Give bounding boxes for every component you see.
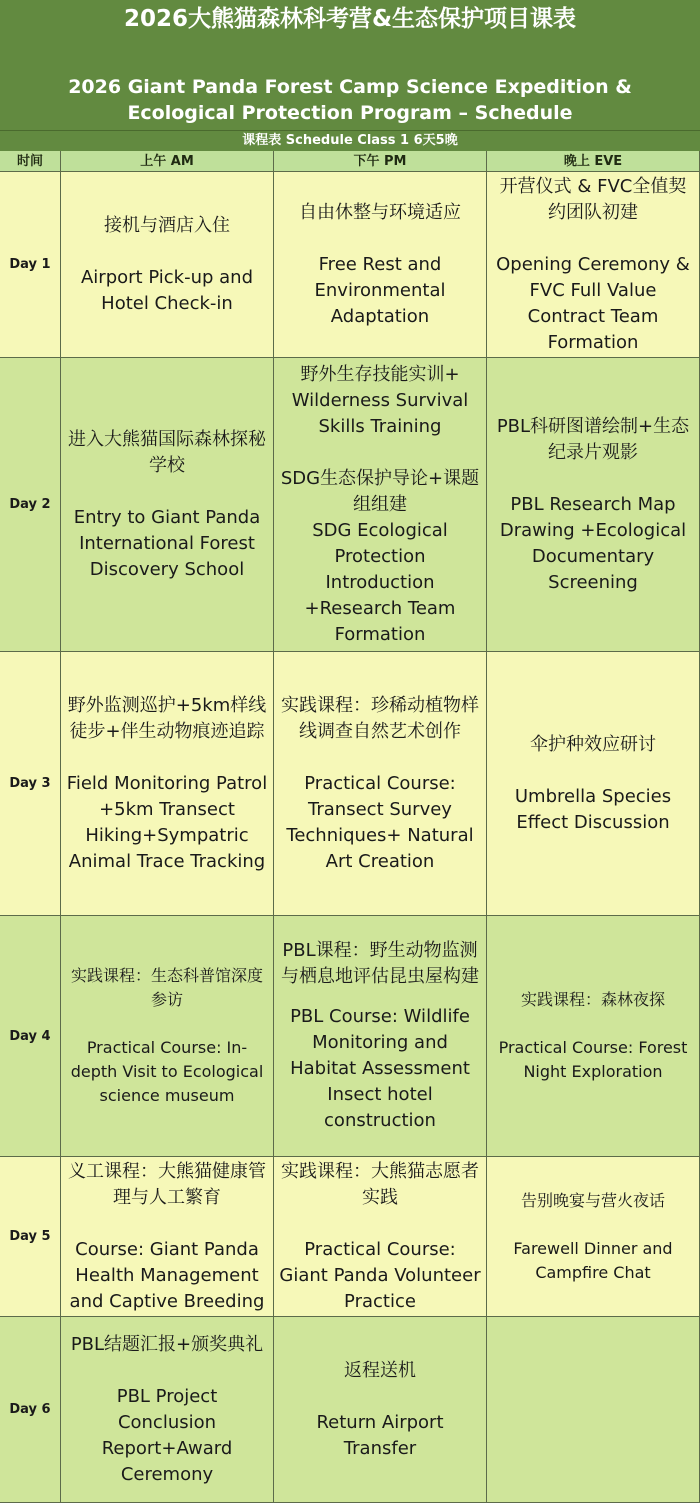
day-2-pm-cell [274,358,487,652]
day-1-eve-cn: 开营仪式 & FVC全值契约团队初建 [499,175,687,223]
day-2-label: Day 2 [0,358,61,652]
day-5-pm-en: Practical Course: Giant Panda Volunteer Practice [279,1238,481,1312]
day-5-eve-cell [487,1157,700,1317]
day-1-am-en: Airport Pick-up and Hotel Check-in [80,266,254,314]
day-3-eve-cn: 伞护种效应研讨 [530,733,656,755]
day-1-label: Day 1 [0,172,61,358]
day-1-pm-en: Free Rest and Environmental Adaptation [314,253,446,327]
day-3-am-cn: 野外监测巡护+5km样线徒步+伴生动物痕迹追踪 [67,694,267,742]
day-6-am-cell [61,1317,274,1503]
day-5-am-en: Course: Giant Panda Health Management and Captive Breeding [69,1238,265,1312]
day-4-pm-en: PBL Course: Wildlife Monitoring and Habitat Assessment Insect hotel construction [290,1006,470,1131]
day-5-label: Day 5 [0,1157,61,1317]
day-4-label: Day 4 [0,916,61,1157]
day-4-eve-en: Practical Course: Forest Night Exploration [498,1038,688,1081]
title-band [0,0,700,131]
day-4-eve-cn: 实践课程：森林夜探 [520,990,665,1009]
day-1-eve-cell [487,172,700,358]
day-6-eve-cell [487,1317,700,1503]
day-4-pm-cn: PBL课程：野生动物监测与栖息地评估昆虫屋构建 [281,940,479,987]
day-5-am-cn: 义工课程：大熊猫健康管理与人工繁育 [68,1160,266,1208]
day-3-eve-en: Umbrella Species Effect Discussion [514,785,672,833]
day-3-am-cell [61,652,274,916]
day-4-pm-cell [274,916,487,1157]
page-title-cn: 2026大熊猫森林科考营&生态保护项目课表 [123,6,577,32]
day-2-am-cell [61,358,274,652]
day-5-am-cell [61,1157,274,1317]
page-title-en: 2026 Giant Panda Forest Camp Science Expedition & Ecological Protection Program – Schedule [68,76,632,124]
day-4-eve-cell [487,916,700,1157]
day-2-pm-en: Wilderness Survival Skills Training [291,389,469,437]
day-2-pm-cn: 野外生存技能实训+ [300,363,460,385]
day-3-pm-en: Practical Course: Transect Survey Techniques+ Natural Art Creation [286,772,474,872]
day-5-pm-cell [274,1157,487,1317]
day-1-eve-en: Opening Ceremony & FVC Full Value Contract Team Formation [496,253,690,353]
day-6-am-en: PBL Project Conclusion Report+Award Ceremony [101,1385,233,1485]
day-2-am-en: Entry to Giant Panda International Forest Discovery School [73,506,261,580]
day-2-eve-en: PBL Research Map Drawing +Ecological Documentary Screening [499,493,687,593]
day-6-pm-cell [274,1317,487,1503]
day-2-eve-cell [487,358,700,652]
schedule-subtitle: 课程表 Schedule Class 1 6天5晚 [0,131,700,152]
day-3-label: Day 3 [0,652,61,916]
day-2-pm-en-2: SDG Ecological Protection Introduction +Research Team Formation [304,519,456,645]
day-6-pm-cn: 返程送机 [344,1359,416,1381]
column-header-am: 上午 AM [61,151,274,172]
day-3-am-en: Field Monitoring Patrol +5km Transect Hiking+Sympatric Animal Trace Tracking [66,772,268,872]
day-6-am-cn: PBL结题汇报+颁奖典礼 [70,1333,264,1355]
day-4-am-cell [61,916,274,1157]
day-1-pm-cn: 自由休整与环境适应 [299,201,461,223]
day-2-eve-cn: PBL科研图谱绘制+生态纪录片观影 [496,415,690,463]
column-header-time: 时间 [0,151,61,172]
column-header-pm: 下午 PM [274,151,487,172]
day-1-am-cell [61,172,274,358]
day-2-am-cn: 进入大熊猫国际森林探秘学校 [68,428,266,476]
day-1-am-cn: 接机与酒店入住 [104,214,230,236]
day-6-pm-en: Return Airport Transfer [316,1411,444,1459]
day-1-pm-cell [274,172,487,358]
day-4-am-en: Practical Course: In-depth Visit to Ecological science museum [70,1038,264,1105]
day-5-eve-en: Farewell Dinner and Campfire Chat [513,1238,673,1282]
column-header-eve: 晚上 EVE [487,151,700,172]
day-3-pm-cn: 实践课程：珍稀动植物样线调查自然艺术创作 [281,694,479,742]
day-2-pm-cn-2: SDG生态保护导论+课题组组建 [280,467,480,515]
day-3-pm-cell [274,652,487,916]
day-3-eve-cell [487,652,700,916]
day-5-pm-cn: 实践课程：大熊猫志愿者实践 [281,1160,479,1208]
day-6-label: Day 6 [0,1317,61,1503]
day-4-am-cn: 实践课程：生态科普馆深度参访 [70,966,263,1009]
day-5-eve-cn: 告别晚宴与营火夜话 [520,1190,665,1210]
